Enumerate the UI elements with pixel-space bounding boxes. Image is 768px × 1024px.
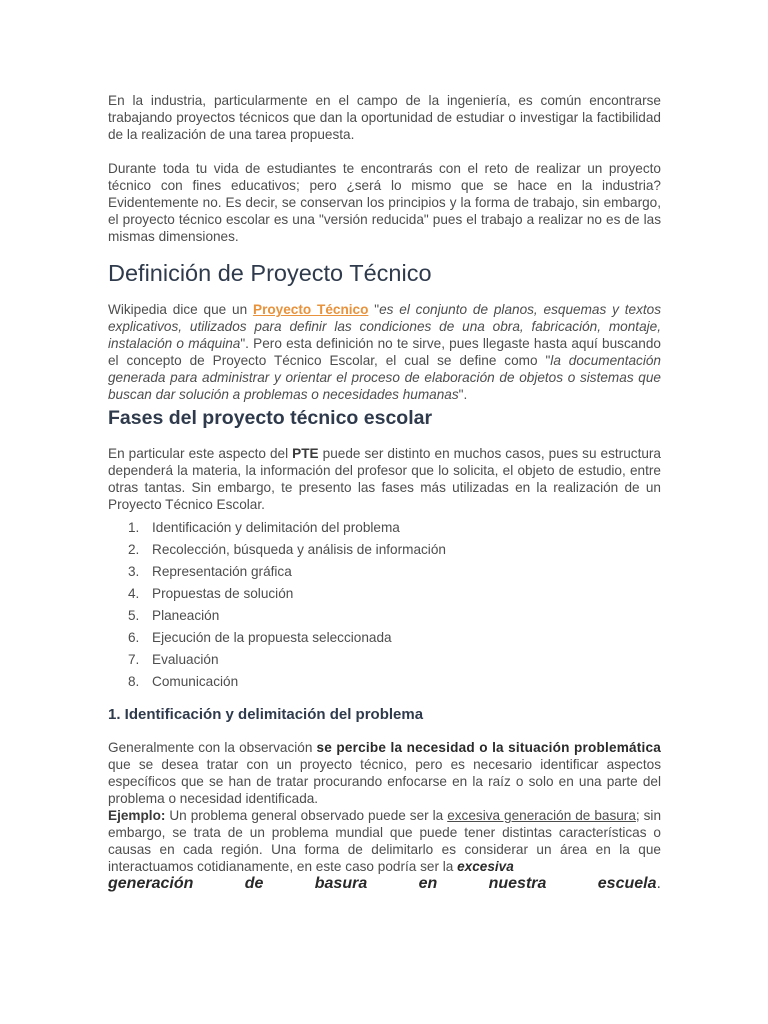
pte-bold: PTE [292, 446, 319, 461]
example-text-b: ; sin embargo, se trata de un problema mundial que puede tener distintas características o causas en cada región. Una forma de delimitarlo es considerar un área en la que interactuamos cotidianamente, en este caso podría ser la [108, 808, 661, 874]
list-item-label: Recolección, búsqueda y análisis de información [152, 542, 446, 557]
definition-heading: Definición de Proyecto Técnico [108, 260, 432, 286]
list-item-number: 2. [128, 542, 140, 557]
list-item-label: Propuestas de solución [152, 586, 294, 601]
section-1-heading: 1. Identificación y delimitación del problema [108, 706, 424, 723]
list-item-number: 1. [128, 520, 140, 535]
list-item [108, 517, 661, 539]
list-item-number: 6. [128, 630, 140, 645]
example-end: . [656, 875, 661, 892]
definition-text-c: ". Pero esta definición no te sirve, pues llegaste hasta aquí buscando el concepto de Proyecto Técnico Escolar, el cual se define como " [108, 336, 661, 368]
list-item [108, 627, 661, 649]
section-1-text-b: que se desea tratar con un proyecto técnico, pero es necesario identificar aspectos específicos que se han de tratar procurando enfocarse en la raíz o solo en una parte del problema o necesidad identificada. [108, 757, 661, 806]
definition-quote-2: la documentación generada para administrar y orientar el proceso de elaboración de objetos o sistemas que buscan dar solución a problemas o necesidades humanas [108, 353, 661, 402]
last-line-word: escuela [597, 875, 657, 892]
list-item-number: 5. [128, 608, 140, 623]
definition-paragraph [108, 301, 661, 403]
last-line-end [598, 875, 661, 893]
example-bold-italic: excesiva [457, 859, 514, 874]
list-item [108, 583, 661, 605]
phases-paragraph [108, 445, 661, 513]
phases-text-b: puede ser distinto en muchos casos, pues su estructura dependerá la materia, la información del profesor que lo solicita, el objeto de estudio, entre otras tantas. Sin embargo, te presento las fases más utilizadas en la realización de un Proyecto Técnico Escolar. [108, 446, 661, 512]
example-paragraph [108, 807, 661, 875]
intro-paragraph-1: En la industria, particularmente en el campo de la ingeniería, es común encontrarse trabajando proyectos técnicos que dan la oportunidad de estudiar o investigar la factibilidad de la realización de una tarea propuesta. [108, 93, 661, 142]
list-item [108, 649, 661, 671]
list-item [108, 671, 661, 693]
definition-text-b: " [368, 302, 380, 317]
phases-heading: Fases del proyecto técnico escolar [108, 407, 433, 429]
last-line-word: basura [314, 875, 368, 892]
phases-text-a: En particular este aspecto del [108, 446, 293, 461]
phases-list [108, 517, 661, 693]
list-item-label: Ejecución de la propuesta seleccionada [152, 630, 392, 645]
list-item-number: 7. [128, 652, 140, 667]
list-item-label: Evaluación [152, 652, 219, 667]
example-last-line [108, 875, 661, 893]
section-1-paragraph [108, 739, 661, 807]
section-1-text-a: Generalmente con la observación [108, 740, 317, 755]
intro-paragraph-2: Durante toda tu vida de estudiantes te encontrarás con el reto de realizar un proyecto técnico con fines educativos; pero ¿será lo mismo que se hace en la industria? Evidentemente no. Es decir, se conservan los principios y la forma de trabajo, sin embargo, el proyecto técnico escolar es una "versión reducida" pues el trabajo a realizar no es de las mismas dimensiones. [108, 161, 661, 244]
document-page [108, 92, 661, 893]
example-underline: excesiva generación de basura [447, 808, 636, 823]
last-line-word: de [244, 875, 264, 892]
list-item [108, 561, 661, 583]
last-line-word: generación [108, 875, 194, 892]
list-item [108, 539, 661, 561]
last-line-word: en [418, 875, 438, 892]
list-item-label: Comunicación [152, 674, 239, 689]
list-item-label: Planeación [152, 608, 220, 623]
list-item-number: 4. [128, 586, 140, 601]
list-item [108, 605, 661, 627]
proyecto-tecnico-link[interactable]: Proyecto Técnico [253, 302, 369, 317]
list-item-label: Identificación y delimitación del problema [152, 520, 400, 535]
last-line-word: nuestra [488, 875, 547, 892]
definition-text-a: Wikipedia dice que un [108, 302, 254, 317]
list-item-number: 8. [128, 674, 140, 689]
definition-text-d: ". [458, 387, 468, 402]
example-label: Ejemplo: [108, 808, 166, 823]
section-1-bold: se percibe la necesidad o la situación problemática [316, 740, 661, 755]
list-item-number: 3. [128, 564, 140, 579]
example-text-a: Un problema general observado puede ser la [165, 808, 448, 823]
list-item-label: Representación gráfica [152, 564, 292, 579]
definition-quote-1: es el conjunto de planos, esquemas y textos explicativos, utilizados para definir las condiciones de una obra, fabricación, montaje, instalación o máquina [108, 302, 661, 351]
